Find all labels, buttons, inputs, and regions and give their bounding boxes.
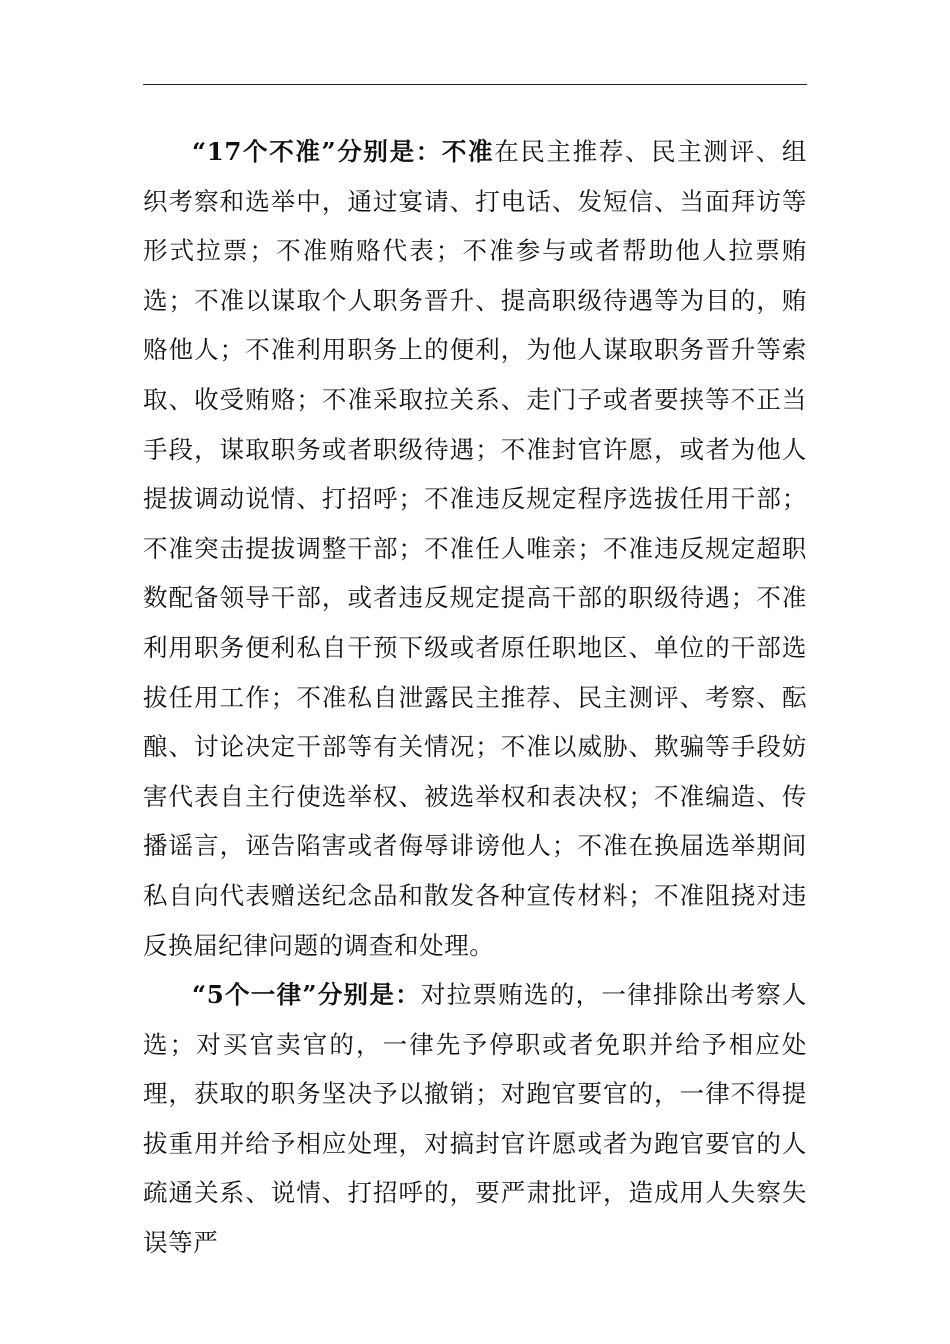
paragraph-17-prohibitions: [143, 127, 807, 970]
paragraph-lead: “17个不准”分别是：不准: [192, 137, 495, 166]
paragraph-text: 在民主推荐、民主测评、组织考察和选举中，通过宴请、打电话、发短信、当面拜访等形式拉票；不准贿赂代表；不准参与或者帮助他人拉票贿选；不准以谋取个人职务晋升、提高职级待遇等为目的，贿赂他人；不准利用职务上的便利，为他人谋取职务晋升等索取、收受贿赂；不准采取拉关系、走门子或者要挟等不正当手段，谋取职务或者职级待遇；不准封官许愿，或者为他人提拔调动说情、打招呼；不准违反规定程序选拔任用干部；不准突击提拔调整干部；不准任人唯亲；不准违反规定超职数配备领导干部，或者违反规定提高干部的职级待遇；不准利用职务便利私自干预下级或者原任职地区、单位的干部选拔任用工作；不准私自泄露民主推荐、民主测评、考察、酝酿、讨论决定干部等有关情况；不准以威胁、欺骗等手段妨害代表自主行使选举权、被选举权和表决权；不准编造、传播谣言，诬告陷害或者侮辱诽谤他人；不准在换届选举期间私自向代表赠送纪念品和散发各种宣传材料；不准阻挠对违反换届纪律问题的调查和处理。: [143, 137, 807, 960]
document-body: [143, 127, 807, 1268]
paragraph-5-rules: [143, 970, 807, 1268]
paragraph-lead: “5个一律”分别是：: [192, 980, 421, 1010]
paragraph-text: 对拉票贿选的，一律排除出考察人选；对买官卖官的，一律先予停职或者免职并给予相应处理，获取的职务坚决予以撤销；对跑官要官的，一律不得提拔重用并给予相应处理，对搞封官许愿或者为跑官要官的人疏通关系、说情、打招呼的，要严肃批评，造成用人失察失误等严: [143, 980, 808, 1258]
header-rule: [143, 84, 807, 85]
